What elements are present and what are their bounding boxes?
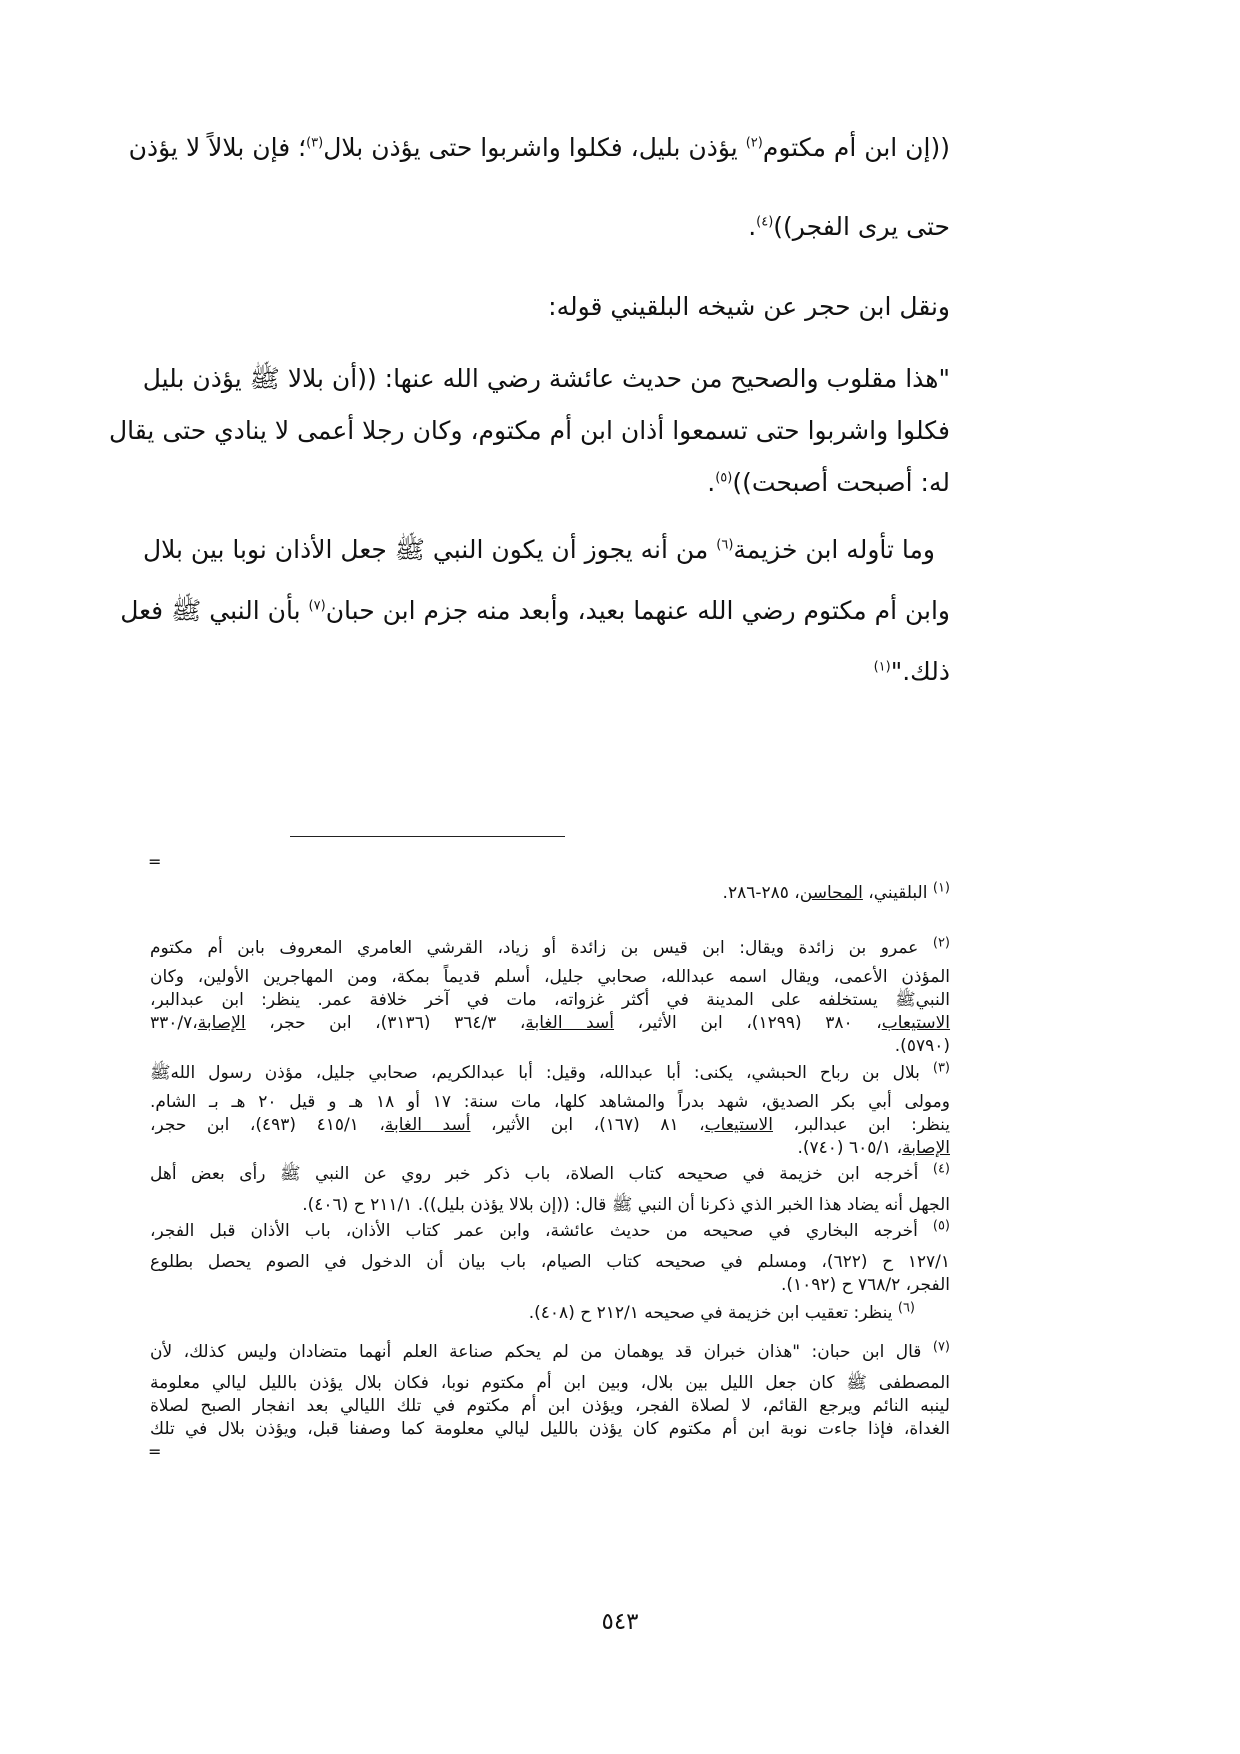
continuation-mark: = [148, 852, 162, 871]
body-line-2: حتى يرى الفجر))$^{(٤)}$. [748, 212, 950, 241]
footnote-3-line-2: ومولى أبي بكر الصديق، شهد بدراً والمشاهد كلها، مات سنة: ١٧ أو ١٨ هـ و قيل ٢٠ هـ بـ الشام. [150, 1092, 950, 1112]
footnote-ref: (٤) [756, 214, 774, 230]
footnote-2-line-3: النبيﷺ يستخلفه على المدينة في أكثر غزواته، مات في آخر خلافة عمر. ينظر: ابن عبدالبر، [150, 990, 950, 1010]
body-line-7: وما تأوله ابن خزيمة$^{(٦)}$ من أنه يجوز أن يكون النبي ﷺ جعل الأذان نوبا بين بلال [142, 535, 935, 564]
footnote-5-line-2: ١٢٧/١ ح (٦٢٢)، ومسلم في صحيحه كتاب الصيام، باب بيان أن الدخول في الصوم يحصل بطلوع [150, 1252, 950, 1272]
footnote-1: $^{(١)}$ البلقيني، المحاسن، ٢٨٥-٢٨٦. [722, 880, 950, 903]
continuation-mark-bottom: = [148, 1442, 162, 1461]
footnote-5-line-1: $^{(٥)}$ أخرجه البخاري في صحيحه من حديث عائشة، وابن عمر كتاب الأذان، باب الأذان قبل الفجر، [150, 1218, 950, 1241]
body-line-5: فكلوا واشربوا حتى تسمعوا أذان ابن أم مكتوم، وكان رجلا أعمى لا ينادي حتى يقال [109, 416, 950, 445]
footnote-7-line-4: الغداة، فإذا جاءت نوبة ابن أم مكتوم كان يؤذن بالليل ليالي معلومة كما وصفنا قبل، ويؤذن بلال في تلك [150, 1419, 950, 1439]
footnote-3-line-1: $^{(٣)}$ بلال بن رباح الحبشي، يكنى: أبا عبدالله، وقيل: أبا عبدالكريم، صحابي جليل، مؤذن رسول اللهﷺ [150, 1060, 950, 1083]
footnote-ref: (٢) [745, 135, 763, 151]
body-line-4: "هذا مقلوب والصحيح من حديث عائشة رضي الله عنها: ((أن بلالا ﷺ يؤذن بليل [142, 364, 950, 393]
body-line-8: وابن أم مكتوم رضي الله عنهما بعيد، وأبعد منه جزم ابن حبان$^{(٧)}$ بأن النبي ﷺ فعل [120, 596, 950, 625]
footnote-ref: (٣) [306, 135, 324, 151]
footnote-3-line-4: الإصابة، ٦٠٥/١ (٧٤٠). [797, 1138, 950, 1158]
footnote-ref: (١) [873, 659, 891, 675]
footnote-ref: (٧) [308, 598, 326, 614]
footnote-7-line-3: لينبه النائم ويرجع القائم، لا لصلاة الفجر، ويؤذن ابن أم مكتوم في تلك الليالي بعد انفجار الصبح لصلاة [150, 1396, 950, 1416]
footnote-5-line-3: الفجر، ٧٦٨/٢ ح (١٠٩٢). [780, 1275, 950, 1295]
footnote-7-line-2: المصطفى ﷺ كان جعل الليل بين بلال، وبين ابن أم مكتوم نوبا، فكان بلال يؤذن بالليل ليالي معلومة [150, 1373, 950, 1393]
body-line-6: له: أصبحت أصبحت))$^{(٥)}$. [707, 468, 950, 497]
footnote-4-line-1: $^{(٤)}$ أخرجه ابن خزيمة في صحيحه كتاب الصلاة، باب ذكر خبر روي عن النبي ﷺ رأى بعض أهل [150, 1161, 950, 1184]
body-line-9: ذلك."$^{(١)}$ [873, 657, 950, 686]
footnote-2-line-4: الاستيعاب، ٣٨٠ (١٢٩٩)، ابن الأثير، أسد الغابة، ٣٦٤/٣ (٣١٣٦)، ابن حجر، الإصابة،٣٣٠/٧ [150, 1013, 951, 1033]
footnote-6: $^{(٦)}$ ينظر: تعقيب ابن خزيمة في صحيحه ٢١٢/١ ح (٤٠٨). [528, 1300, 915, 1323]
page-number: ٥٤٣ [601, 1609, 639, 1635]
footnote-2-line-2: المؤذن الأعمى، ويقال اسمه عبدالله، صحابي جليل، أسلم قديماً بمكة، ومن المهاجرين الأولين، وكان [150, 967, 950, 987]
footnote-ref: (٦) [716, 537, 734, 553]
footnote-separator [290, 836, 565, 837]
footnote-3-line-3: ينظر: ابن عبدالبر، الاستيعاب، ٨١ (١٦٧)، ابن الأثير، أسد الغابة، ٤١٥/١ (٤٩٣)، ابن حجر، [150, 1115, 951, 1135]
footnote-ref: (٥) [715, 470, 733, 486]
footnote-7-line-1: $^{(٧)}$ قال ابن حبان: "هذان خبران قد يوهمان من لم يحكم صناعة العلم أنهما متضادان وليس كذلك، لأن [150, 1339, 950, 1362]
body-line-3: ونقل ابن حجر عن شيخه البلقيني قوله: [548, 292, 950, 321]
footnote-4-line-2: الجهل أنه يضاد هذا الخبر الذي ذكرنا أن النبي ﷺ قال: ((إن بلالا يؤذن بليل)). ٢١١/١ ح (٤٠٦). [302, 1195, 950, 1215]
footnote-2-line-5: (٥٧٩٠). [894, 1036, 950, 1056]
footnote-2-line-1: $^{(٢)}$ عمرو بن زائدة ويقال: ابن قيس بن زائدة أو زياد، القرشي العامري المعروف بابن أم مكتوم [150, 935, 950, 958]
body-line-1: ((إن ابن أم مكتوم$^{(٢)}$ يؤذن بليل، فكلوا واشربوا حتى يؤذن بلال$^{(٣)}$؛ فإن بلالاً لا يؤذن [128, 133, 950, 162]
